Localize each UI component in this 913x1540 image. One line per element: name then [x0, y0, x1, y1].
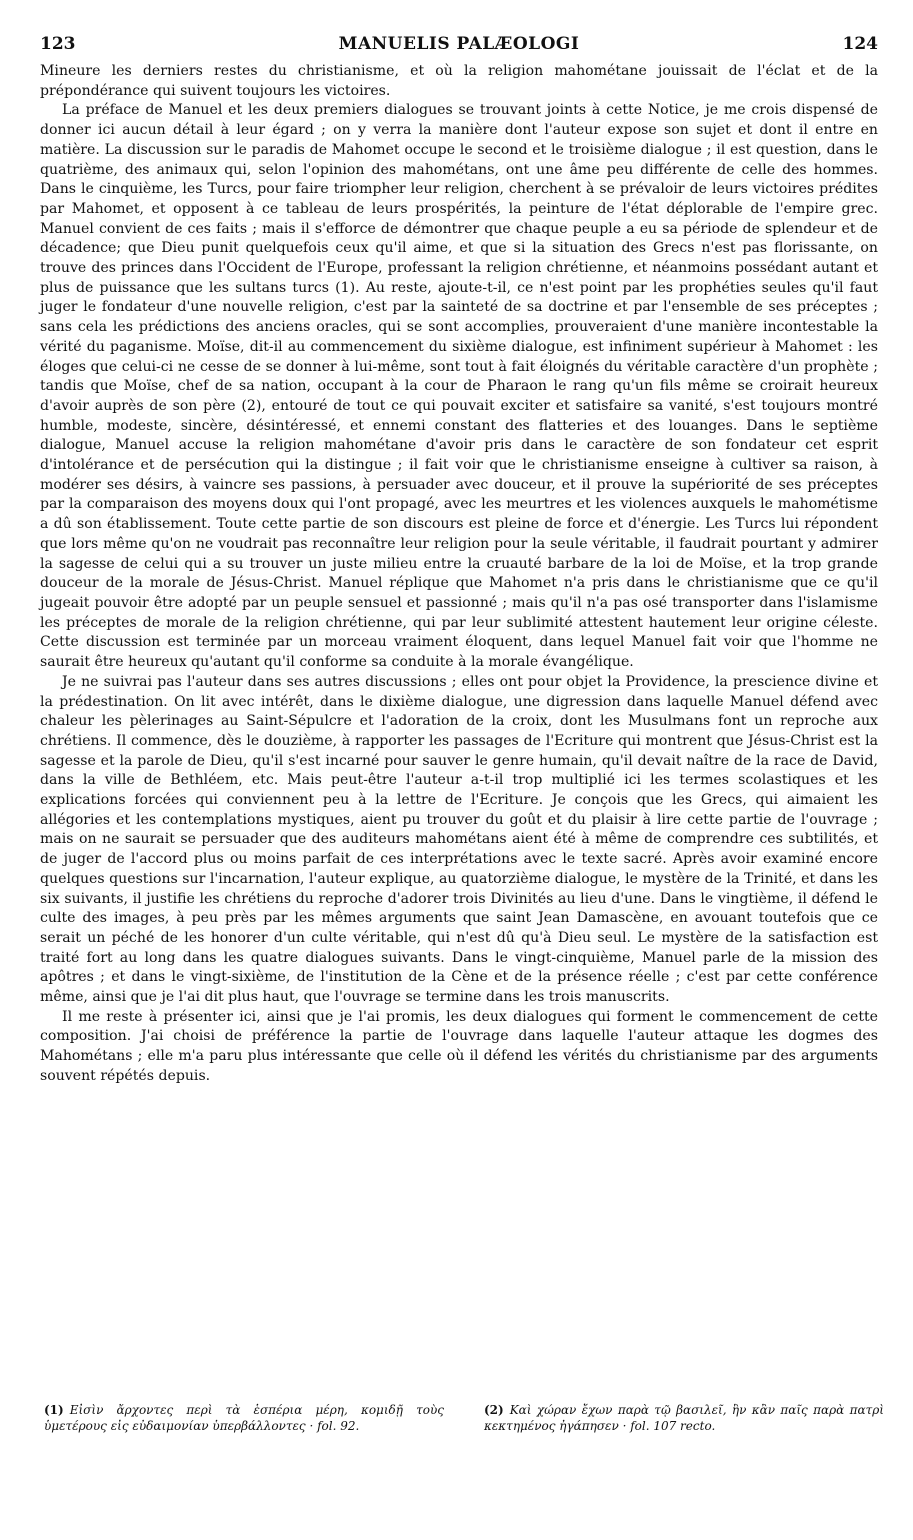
page — [40, 34, 878, 1087]
paragraph-1: Mineure les derniers restes du christianisme, et où la religion mahométane jouissait de l'éclat et de la prépondérance qui suivent toujours les victoires. — [40, 63, 878, 99]
body-text — [40, 62, 878, 1087]
running-header — [40, 34, 878, 62]
footnote-2-text: Καὶ χώραν ἔχων παρὰ τῷ βασιλεῖ, ἣν κἂν παῖς παρὰ πατρὶ κεκτημένος ἠγάπησεν · fol. 107 recto. — [484, 1403, 884, 1433]
page-number-left: 123 — [40, 34, 76, 54]
footnote-1-number: (1) — [44, 1403, 64, 1417]
footnote-1 — [44, 1402, 444, 1434]
footnote-2 — [484, 1402, 884, 1434]
page-number-right: 124 — [842, 34, 878, 54]
footnotes — [44, 1402, 884, 1434]
paragraph-2: La préface de Manuel et les deux premiers dialogues se trouvant joints à cette Notice, je me crois dispensé de donner ici aucun détail à leur égard ; on y verra la manière dont l'auteur expose son sujet et dont il entre en matière. La discussion sur le paradis de Mahomet occupe le second et le troisième dialogue ; il est question, dans le quatrième, des animaux qui, selon l'opinion des mahométans, ont une âme peu différente de celle des hommes. Dans le cinquième, les Turcs, pour faire triompher leur religion, cherchent à se prévaloir de leurs victoires prédites par Mahomet, et opposent à ce tableau de leurs prospérités, la peinture de l'état déplorable de l'empire grec. Manuel convient de ces faits ; mais il s'efforce de démontrer que chaque peuple a eu sa période de splendeur et de décadence; que Dieu punit quelquefois ceux qu'il aime, et que si la situation des Grecs n'est pas florissante, on trouve des princes dans l'Occident de l'Europe, professant la religion chrétienne, et néanmoins possédant autant et plus de puissance que les sultans turcs (1). Au reste, ajoute-t-il, ce n'est point par les prophéties seules qu'il faut juger le fondateur d'une nouvelle religion, c'est par la sainteté de sa doctrine et par l'ensemble de ses préceptes ; sans cela les prédictions des anciens oracles, qui se sont accomplies, prouveraient d'une manière incontestable la vérité du paganisme. Moïse, dit-il au commencement du sixième dialogue, est infiniment supérieur à Mahomet : les éloges que celui-ci ne cesse de se donner à lui-même, sont tout à fait éloignés du véritable caractère d'un prophète ; tandis que Moïse, chef de sa nation, occupant à la cour de Pharaon le rang qu'un fils même se croirait heureux d'avoir auprès de son père (2), entouré de tout ce qui pouvait exciter et satisfaire sa vanité, s'est toujours montré humble, modeste, sincère, désintéressé, et ennemi constant des flatteries et des louanges. Dans le septième dialogue, Manuel accuse la religion mahométane d'avoir pris dans le caractère de son fondateur cet esprit d'intolérance et de persécution qui la distingue ; il fait voir que le christianisme enseigne à cultiver sa raison, à modérer ses désirs, à vaincre ses passions, à persuader avec douceur, et il prouve la supériorité de ses préceptes par la comparaison des moyens doux qui l'ont propagé, avec les meurtres et les violences auxquels le mahométisme a dû son établissement. Toute cette partie de son discours est pleine de force et d'énergie. Les Turcs lui répondent que lors même qu'on ne voudrait pas reconnaître leur religion pour la seule véritable, il faudrait pourtant y admirer la sagesse de celui qui a su trouver un juste milieu entre la cruauté barbare de la loi de Moïse, et la trop grande douceur de la morale de Jésus-Christ. Manuel réplique que Mahomet n'a pris dans le christianisme que ce qu'il jugeait pouvoir être adopté par un peuple sensuel et passionné ; mais qu'il n'a pas osé transporter dans l'islamisme les préceptes de morale de la religion chrétienne, qui par leur sublimité attestent hautement leur origine céleste. Cette discussion est terminée par un morceau vraiment éloquent, dans lequel Manuel fait voir que l'homme ne saurait être heureux qu'autant qu'il conforme sa conduite à la morale évangélique. — [40, 102, 878, 671]
paragraph-3: Je ne suivrai pas l'auteur dans ses autres discussions ; elles ont pour objet la Providence, la prescience divine et la prédestination. On lit avec intérêt, dans le dixième dialogue, une digression dans laquelle Manuel défend avec chaleur les pèlerinages au Saint-Sépulcre et l'adoration de la croix, dont les Musulmans font un reproche aux chrétiens. Il commence, dès le douzième, à rapporter les passages de l'Ecriture qui montrent que Jésus-Christ est la sagesse et la parole de Dieu, qu'il s'est incarné pour sauver le genre humain, qu'il devait naître de la race de David, dans la ville de Bethléem, etc. Mais peut-être l'auteur a-t-il trop multiplié ici les termes scolastiques et les explications forcées qui conviennent peu à la lettre de l'Ecriture. Je conçois que les Grecs, qui aimaient les allégories et les contemplations mystiques, aient pu trouver du goût et du plaisir à lire cette partie de l'ouvrage ; mais on ne saurait se persuader que des auditeurs mahométans aient été à même de comprendre ces subtilités, et de juger de l'accord plus ou moins parfait de ces interprétations avec le texte sacré. Après avoir examiné encore quelques questions sur l'incarnation, l'auteur explique, au quatorzième dialogue, le mystère de la Trinité, et dans les six suivants, il justifie les chrétiens du reproche d'adorer trois Divinités au lieu d'une. Dans le vingtième, il défend le culte des images, à peu près par les mêmes arguments que saint Jean Damascène, en avouant toutefois que ce serait un péché de les honorer d'un culte véritable, qui n'est dû qu'à Dieu seul. Le mystère de la satisfaction est traité fort au long dans les quatre dialogues suivants. Dans le vingt-cinquième, Manuel parle de la mission des apôtres ; et dans le vingt-sixième, de l'institution de la Cène et de la présence réelle ; c'est par cette conférence même, ainsi que je l'ai dit plus haut, que l'ouvrage se termine dans les trois manuscrits. — [40, 673, 878, 1006]
footnote-1-text: Εἰσὶν ἄρχοντες περὶ τὰ ἑσπέρια μέρη, κομιδῇ τοὺς ὑμετέρους εἰς εὐδαιμονίαν ὑπερβάλλοντες · fol. 92. — [44, 1403, 444, 1433]
running-title: MANUELIS PALÆOLOGI — [338, 34, 580, 54]
paragraph-4: Il me reste à présenter ici, ainsi que je l'ai promis, les deux dialogues qui forment le commencement de cette composition. J'ai choisi de préférence la partie de l'ouvrage dans laquelle l'auteur attaque les dogmes des Mahométans ; elle m'a paru plus intéressante que celle où il défend les vérités du christianisme par des arguments souvent répétés depuis. — [40, 1008, 878, 1084]
footnote-2-number: (2) — [484, 1403, 504, 1417]
